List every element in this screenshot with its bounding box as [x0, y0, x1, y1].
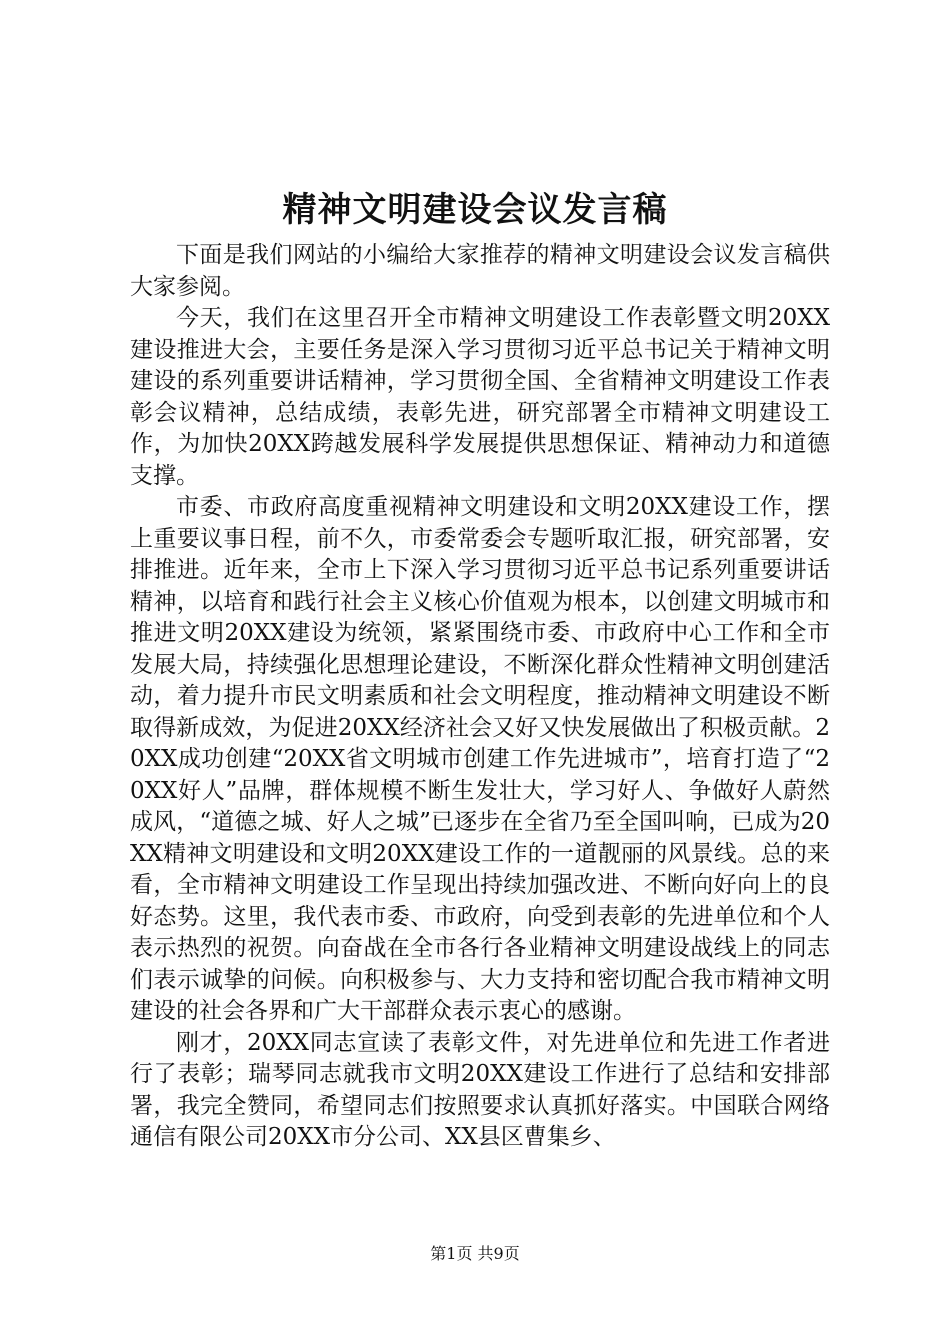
paragraph-opening: 今天，我们在这里召开全市精神文明建设工作表彰暨文明20XX建设推进大会，主要任务是深入学习贯彻习近平总书记关于精神文明建设的系列重要讲话精神，学习贯彻全国、全省精神文明建设工作表彰会议精神，总结成绩，表彰先进，研究部署全市精神文明建设工作，为加快20XX跨越发展科学发展提供思想保证、精神动力和道德支撑。	[130, 305, 830, 489]
document-title: 精神文明建设会议发言稿	[282, 190, 668, 230]
paragraph-achievements: 市委、市政府高度重视精神文明建设和文明20XX建设工作，摆上重要议事日程，前不久，市委常委会专题听取汇报，研究部署，安排推进。近年来，全市上下深入学习贯彻习近平总书记系列重要讲话精神，以培育和践行社会主义核心价值观为根本，以创建文明城市和推进文明20XX建设为统领，紧紧围绕市委、市政府中心工作和全市发展大局，持续强化思想理论建设，不断深化群众性精神文明创建活动，着力提升市民文明素质和社会文明程度，推动精神文明建设不断取得新成效，为促进20XX经济社会又好又快发展做出了积极贡献。20XX成功创建“20XX省文明城市创建工作先进城市”，培育打造了“20XX好人”品牌，群体规模不断生发壮大，学习好人、争做好人蔚然成风，“道德之城、好人之城”已逐步在全省乃至全国叫响，已成为20XX精神文明建设和文明20XX建设工作的一道靓丽的风景线。总的来看，全市精神文明建设工作呈现出持续加强改进、不断向好向上的良好态势。这里，我代表市委、市政府，向受到表彰的先进单位和个人表示热烈的祝贺。向奋战在全市各行各业精神文明建设战线上的同志们表示诚挚的问候。向积极参与、大力支持和密切配合我市精神文明建设的社会各界和广大干部群众表示衷心的感谢。	[130, 494, 830, 1024]
paragraph-commendation: 刚才，20XX同志宣读了表彰文件，对先进单位和先进工作者进行了表彰；瑞琴同志就我市文明20XX建设工作进行了总结和安排部署，我完全赞同，希望同志们按照要求认真抓好落实。中国联合网络通信有限公司20XX市分公司、XX县区曹集乡、	[130, 1029, 830, 1150]
page-number-footer: 第1页 共9页	[430, 1244, 520, 1263]
document-body	[130, 240, 830, 1154]
paragraph-intro: 下面是我们网站的小编给大家推荐的精神文明建设会议发言稿供大家参阅。	[130, 242, 830, 300]
